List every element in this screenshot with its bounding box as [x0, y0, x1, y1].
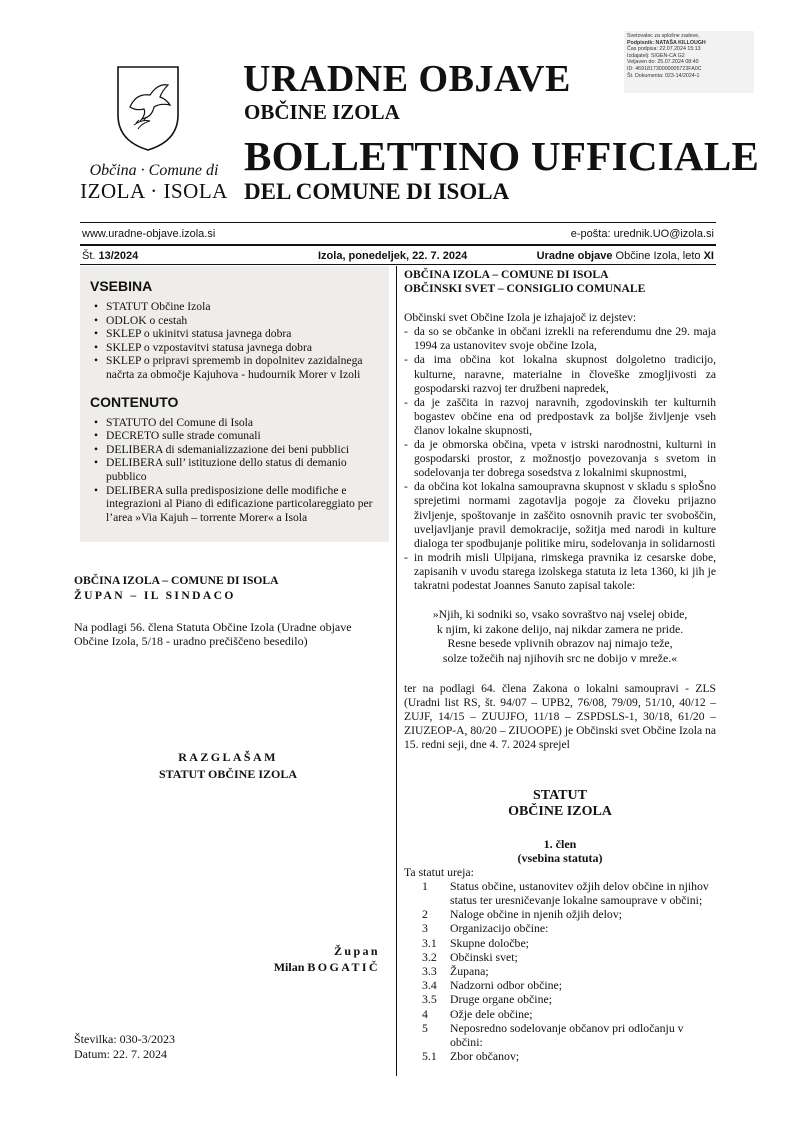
- quote-line: k njim, ki zakone delijo, naj nikdar zamera ne pride.: [436, 621, 684, 636]
- signature-line: ID: 469181730000005723FA0C: [627, 65, 702, 72]
- toc-text: del Comune di Isola: [156, 415, 253, 429]
- quote-line: solze tožečih naj njihovih src ne dobijo v mreže.«: [442, 650, 678, 665]
- toc-item[interactable]: [106, 354, 381, 381]
- fact-text: da občina kot lokalna samoupravna skupnost v skladu s sploŠno sprejetimi normami zagotavlja pogoje za človeku prijazno življenje, spoštovanje in zaščito osnovnih pravic ter svoboščin, uveljavljanje pravil demokracije, sožitja med narodi in kulture dialoga ter spodbujanje politike miru, sodelovanja in solidarnosti: [414, 480, 716, 550]
- point-number: 3.5: [422, 992, 437, 1007]
- fact-text: da so se občanke in občani izrekli na referendumu dne 29. maja 1994 za ustanovitev svoje občine Izola,: [414, 325, 716, 353]
- toc-heading-sl: VSEBINA: [90, 278, 153, 294]
- toc-text: o cestah: [146, 313, 188, 327]
- toc-item[interactable]: [106, 341, 381, 355]
- list-item: [404, 907, 716, 921]
- point-number: 3.3: [422, 963, 437, 978]
- fact-item: - da je zaščita in razvoj naravnih, zgodovinskih ter kulturnih bogastev občine ena od predpostavk za boljše življenje vseh članov lokalne skupnosti,: [404, 395, 716, 437]
- regulates-intro: Ta statut ureja:: [404, 864, 474, 879]
- email-link[interactable]: e-pošta: urednik.UO@izola.si: [570, 228, 714, 240]
- toc-item[interactable]: [106, 416, 381, 430]
- toc-item[interactable]: [106, 484, 381, 525]
- statute-points: [404, 879, 716, 1064]
- fact-item: - in modrih misli Ulpijana, rimskega pravnika iz cesarske dobe, zapisanih v uvodu starega izolskega statuta iz leta 1360, ki jih je takratni podestat Joannes Sanuto zapisal takole:: [404, 550, 716, 592]
- point-text: Občinski svet;: [450, 949, 518, 964]
- toc-keyword: ODLOK: [106, 313, 147, 327]
- legal-basis-text: ter na podlagi 64. člena Zakona o lokalni samoupravi - ZLS (Uradni list RS, št. 94/07 – UPB2, 76/08, 79/09, 51/10, 40/12 – ZUJF, 14/15 – ZUUJFO, 11/18 – ZSPDSLS-1, 30/18, 61/20 – ZIUZEOP-A, 80/20 – ZIUOOPE) je Občinski svet Občine Izola na 15. redni seji, dne 4. 7. 2024 sprejel: [404, 682, 716, 752]
- issue-date: Izola, ponedeljek, 22. 7. 2024: [318, 250, 468, 262]
- issuer-heading: OBČINA IZOLA – COMUNE DI ISOLA: [74, 574, 279, 587]
- point-number: 5: [422, 1020, 428, 1035]
- point-number: 2: [422, 907, 428, 922]
- list-item: [404, 921, 716, 935]
- column-divider: [396, 266, 397, 1076]
- list-item: [404, 1021, 716, 1049]
- list-item: [404, 978, 716, 992]
- point-number: 5.1: [422, 1049, 437, 1064]
- point-number: 1: [422, 878, 428, 893]
- fact-text: da je obmorska občina, vpeta v istrski narodnostni, kulturni in gospodarski prostor, z možnostjo povezovanja s svetom in sodelovanja ter dobrega sosedstva z lokalnimi skupnostmi,: [414, 438, 716, 480]
- verse-quote: [404, 607, 716, 665]
- point-text: Status občine, ustanovitev ožjih delov občine in njihov status ter uresničevanje lokalne samouprave v občini;: [450, 878, 709, 907]
- toc-item[interactable]: [106, 314, 381, 328]
- digital-signature-box: [624, 31, 754, 93]
- toc-item[interactable]: [106, 443, 381, 457]
- point-text: Naloge občine in njenih ožjih delov;: [450, 907, 622, 922]
- publication-subtitle-it: DEL COMUNE DI ISOLA: [244, 179, 510, 204]
- point-text: Zbor občanov;: [450, 1049, 520, 1064]
- council-subheading: OBČINSKI SVET – CONSIGLIO COMUNALE: [404, 282, 646, 296]
- fact-text: da je zaščita in razvoj naravnih, zgodovinskih ter kulturnih bogastev občine ena od predpostavk za boljše življenje vseh članov lokalne skupnosti,: [414, 395, 716, 437]
- issuer-subheading: ŽUPAN – IL SINDACO: [74, 589, 236, 602]
- divider: [80, 264, 716, 265]
- list-item: [404, 1049, 716, 1063]
- coat-of-arms-icon: [112, 63, 184, 153]
- divider: [80, 244, 716, 246]
- mayor-first-name: Milan: [273, 960, 305, 974]
- fact-item: - da občina kot lokalna samoupravna skupnost v skladu s sploŠno sprejetimi normami zagotavlja pogoje za človeku prijazno življenje, spoštovanje in zaščito osnovnih pravic ter svoboščin, uveljavljanje pravil demokracije, sožitja med narodi in kulture dialoga ter spodbujanje politike miru, sodelovanja in solidarnosti: [404, 480, 716, 550]
- toc-list-sl: [90, 300, 381, 382]
- issue-number-label: Št.: [82, 250, 96, 262]
- table-of-contents: [80, 266, 389, 542]
- legal-basis: Na podlagi 56. člena Statuta Občine Izola (Uradne objave Občine Izola, 5/18 - uradno prečiščeno besedilo): [74, 620, 352, 648]
- toc-text: sull’ istituzione dello status di demanio pubblico: [106, 456, 347, 483]
- publication-title-sl: URADNE OBJAVE: [243, 58, 571, 100]
- list-item: [404, 964, 716, 978]
- point-number: 3.1: [422, 935, 437, 950]
- toc-keyword: STATUTO: [106, 415, 157, 429]
- year-text: Občine Izola, leto: [615, 250, 701, 262]
- year-label: Uradne objave: [536, 250, 613, 262]
- fact-item: - da so se občanke in občani izrekli na referendumu dne 29. maja 1994 za ustanovitev svoje občine Izola,: [404, 325, 716, 353]
- fact-text: da ima občina kot lokalna skupnost dolgoletno tradicijo, kulturne, naravne, materialne in človeške zmogljivosti za gospodarski razvoj ter družbeni napredek,: [414, 353, 716, 395]
- council-heading: OBČINA IZOLA – COMUNE DI ISOLA: [404, 268, 609, 281]
- point-number: 4: [422, 1006, 428, 1021]
- point-text: Župana;: [450, 963, 489, 978]
- point-text: Druge organe občine;: [450, 992, 552, 1007]
- fact-item: - da ima občina kot lokalna skupnost dolgoletno tradicijo, kulturne, naravne, materialne in človeške zmogljivosti za gospodarski razvoj ter družbeni napredek,: [404, 353, 716, 395]
- issue-number: [82, 250, 138, 262]
- toc-item[interactable]: [106, 456, 381, 483]
- issue-year: [537, 250, 714, 262]
- point-number: 3: [422, 921, 428, 936]
- signature-line: Čas podpisa: 22.07.2024 15:13: [627, 46, 701, 53]
- proclamation: RAZGLAŠAM: [178, 750, 278, 764]
- toc-list-it: [90, 416, 381, 525]
- year-value: XI: [703, 250, 714, 262]
- mayor-last-name: BOGATIČ: [307, 960, 380, 974]
- toc-keyword: SKLEP: [106, 354, 142, 368]
- toc-text: di sdemanializzazione dei beni pubblici: [162, 442, 350, 456]
- statute-title: STATUT: [533, 787, 587, 803]
- toc-text: Občine Izola: [148, 300, 211, 313]
- list-item: [404, 1007, 716, 1021]
- point-text: Nadzorni odbor občine;: [450, 978, 563, 993]
- article-number: 1. člen: [543, 836, 577, 851]
- intro-text: Občinski svet Občine Izola je izhajajoč iz dejstev:: [404, 311, 637, 325]
- fact-item: - da je obmorska občina, vpeta v istrski narodnostni, kulturni in gospodarski prostor, z možnostjo povezovanja s svetom in sodelovanja ter dobrega sosedstva z lokalnimi skupnostmi,: [404, 438, 716, 480]
- point-text: Skupne določbe;: [450, 935, 529, 950]
- point-number: 3.4: [422, 978, 437, 993]
- signature-line: Izdajatelj: SIGEN-CA G2: [627, 52, 685, 59]
- publication-title-it: BOLLETTINO UFFICIALE: [244, 133, 760, 179]
- point-text: Ožje dele občine;: [450, 1006, 533, 1021]
- toc-item[interactable]: [106, 300, 381, 314]
- toc-heading-it: CONTENUTO: [90, 393, 179, 410]
- mayor-title: Župan: [333, 944, 380, 958]
- point-text: Organizacijo občine:: [450, 921, 549, 936]
- proclamation-title: STATUT OBČINE IZOLA: [158, 767, 298, 781]
- signature-line: Svetovalec za splošne zadeve,: [627, 33, 700, 39]
- signature-line: Veljaven do: 25.07.2024 08:40: [627, 59, 699, 66]
- toc-keyword: SKLEP: [106, 340, 142, 354]
- point-text: Neposredno sodelovanje občanov pri odločanju v občini:: [450, 1020, 684, 1049]
- statute-subtitle: OBČINE IZOLA: [508, 803, 612, 819]
- article-subtitle: (vsebina statuta): [517, 850, 603, 865]
- toc-text: o ukinitvi statusa javnega dobra: [141, 327, 292, 341]
- fact-text: in modrih misli Ulpijana, rimskega pravnika iz cesarske dobe, zapisanih v uvodu starega izolskega statuta iz leta 1360, ki jih je takratni podestat Joannes Sanuto zapisal takole:: [414, 550, 716, 592]
- signature-line: Podpisnik: NATAŠA KILLOUGH: [627, 39, 706, 46]
- list-item: [404, 992, 716, 1006]
- toc-item[interactable]: [106, 327, 381, 341]
- municipality-name: IZOLA · ISOLA: [80, 179, 228, 203]
- toc-keyword: STATUT: [106, 300, 149, 313]
- mayor-name: [240, 960, 380, 974]
- toc-keyword: DELIBERA: [106, 456, 163, 470]
- list-item: [404, 879, 716, 907]
- municipality-name-italic: Občina · Comune di: [89, 162, 219, 179]
- quote-line: Resne besede vplivnih obrazov naj nimajo teže,: [447, 636, 673, 651]
- toc-keyword: SKLEP: [106, 327, 142, 341]
- signature-line: Št. Dokumenta: 023-14/2024-1: [627, 72, 700, 79]
- divider: [80, 222, 716, 223]
- list-item: [404, 950, 716, 964]
- statute-column: [404, 268, 716, 1063]
- point-number: 3.2: [422, 949, 437, 964]
- toc-text: o pripravi sprememb in dopolnitev zazidalnega načrta za območje Kajuhova - hudournik Morer v Izoli: [106, 354, 363, 381]
- toc-text: o vzpostavitvi statusa javnega dobra: [141, 340, 312, 354]
- issue-number-value: 13/2024: [98, 250, 139, 262]
- website-link[interactable]: www.uradne-objave.izola.si: [82, 228, 216, 240]
- toc-text: sulle strade comunali: [159, 429, 261, 443]
- toc-text: sulla predisposizione delle modifiche e integrazioni al Piano di edificazione particolareggiato per l’area »Via Kajuh – torrente Morer« a Isola: [106, 483, 373, 524]
- reference-number: Številka: 030-3/2023: [74, 1032, 175, 1046]
- list-item: [404, 936, 716, 950]
- quote-line: »Njih, ki sodniki so, vsako sovraštvo naj vselej obide,: [432, 607, 688, 622]
- toc-item[interactable]: [106, 429, 381, 443]
- toc-keyword: DELIBERA: [106, 483, 163, 497]
- toc-keyword: DECRETO: [106, 429, 160, 443]
- publication-subtitle-sl: OBČINE IZOLA: [244, 100, 400, 124]
- toc-keyword: DELIBERA: [106, 442, 163, 456]
- reference-date: Datum: 22. 7. 2024: [74, 1047, 167, 1061]
